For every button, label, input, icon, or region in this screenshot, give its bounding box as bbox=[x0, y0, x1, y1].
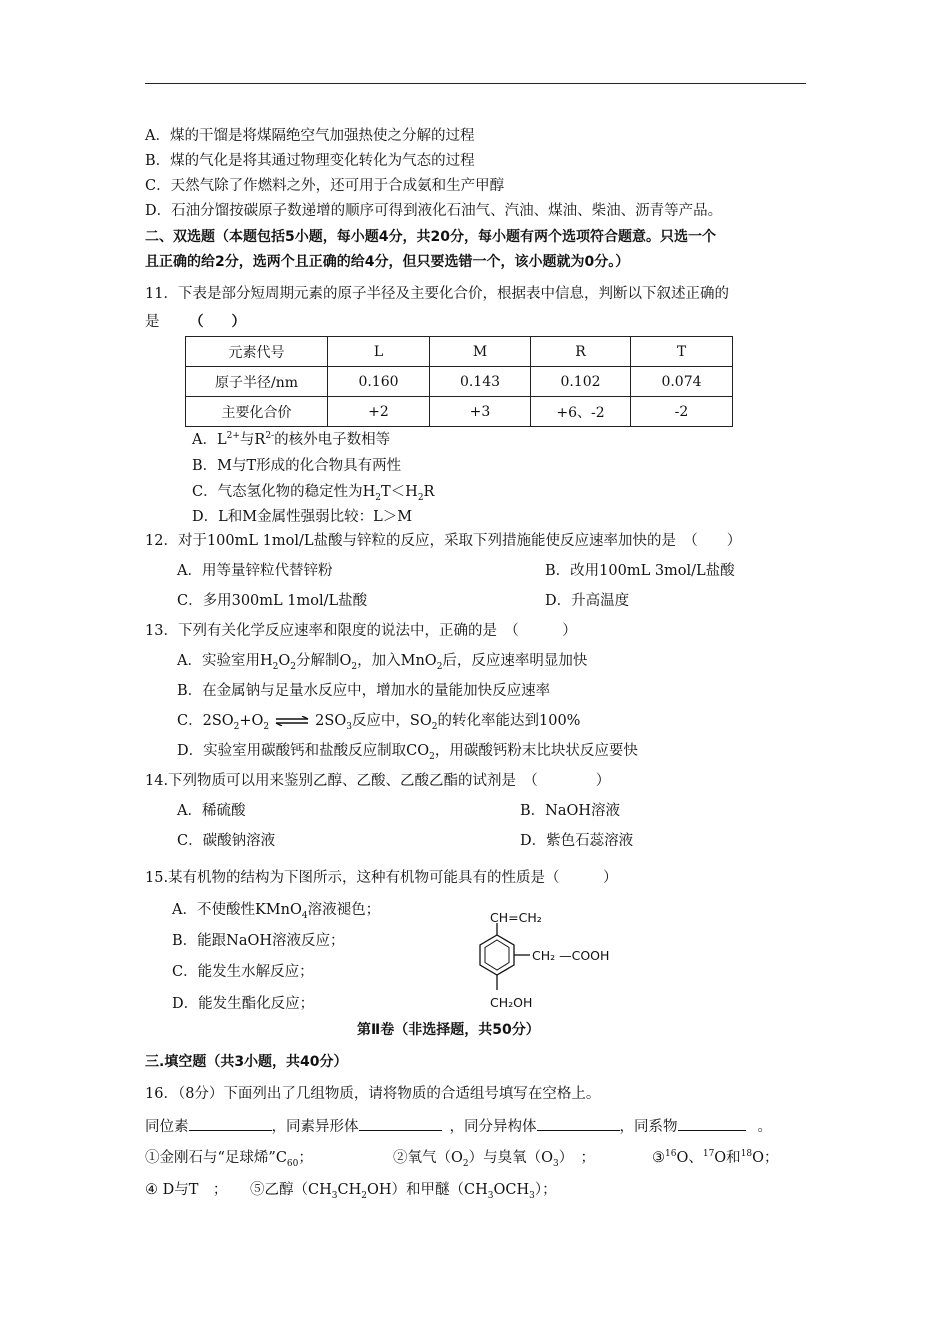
text-run: 反应中，SO bbox=[351, 713, 432, 729]
text-run: ，用碳酸钙粉末比块状反应要快 bbox=[434, 743, 638, 759]
table-cell: +3 bbox=[430, 397, 531, 427]
q11-stem-line1: 11．下表是部分短周期元素的原子半径及主要化合价，根据表中信息，判断以下叙述正确的 bbox=[145, 286, 729, 302]
table-cell: L bbox=[328, 337, 430, 367]
q16-group-4: ④ D与T ； bbox=[145, 1182, 228, 1198]
label-end: 。 bbox=[757, 1119, 772, 1135]
subscript: 3 bbox=[487, 1190, 494, 1201]
text-run: O和 bbox=[714, 1150, 741, 1166]
subscript: 2 bbox=[361, 1190, 367, 1201]
table-cell: T bbox=[631, 337, 733, 367]
q12-option-c: C．多用300mL 1mol/L盐酸 bbox=[177, 593, 368, 609]
text-run: C．2SO bbox=[177, 713, 234, 729]
text-run: ； bbox=[298, 1150, 313, 1166]
label-isotope: 同位素 bbox=[145, 1119, 189, 1135]
text-run: ） ； bbox=[558, 1150, 595, 1166]
q15-option-c: C．能发生水解反应； bbox=[172, 964, 314, 980]
superscript: 2+ bbox=[226, 431, 240, 442]
text-run: ）与臭氧（O bbox=[468, 1150, 554, 1166]
text-run: OH）和甲醚（CH bbox=[366, 1182, 488, 1198]
subscript: 4 bbox=[301, 910, 308, 921]
q13-option-c bbox=[177, 711, 580, 731]
q13-option-a bbox=[177, 651, 587, 671]
q10-option-b: B．煤的气化是将其通过物理变化转化为气态的过程 bbox=[145, 153, 475, 169]
table-cell: -2 bbox=[631, 397, 733, 427]
substituent-hydroxymethyl: CH₂OH bbox=[490, 995, 533, 1010]
element-table bbox=[185, 336, 733, 427]
text-run: ③ bbox=[652, 1150, 665, 1166]
q13-option-b: B．在金属钠与足量水反应中，增加水的量能加快反应速率 bbox=[177, 683, 551, 699]
table-row bbox=[186, 397, 733, 427]
q13-option-d bbox=[177, 741, 638, 761]
text-run: 分解制O bbox=[295, 653, 352, 669]
text-run: A．不使酸性KMnO bbox=[172, 902, 302, 918]
allotrope-blank[interactable] bbox=[359, 1116, 442, 1131]
text-run: R bbox=[423, 484, 435, 500]
text-run: CH bbox=[337, 1182, 362, 1198]
q16-stem: 16．（8分）下面列出了几组物质，请将物质的合适组号填写在空格上。 bbox=[145, 1086, 601, 1102]
substituent-vinyl: CH=CH₂ bbox=[490, 910, 542, 925]
text-run: 与R bbox=[239, 432, 266, 448]
section2-heading-line1: 二、双选题（本题包括5小题，每小题4分，共20分，每小题有两个选项符合题意。只选一个 bbox=[145, 229, 716, 245]
subscript: 2 bbox=[436, 661, 443, 672]
subscript: 2 bbox=[429, 751, 435, 762]
table-cell: 原子半径/nm bbox=[186, 367, 328, 397]
subscript: 2 bbox=[462, 1158, 469, 1169]
subscript: 3 bbox=[331, 1190, 338, 1201]
text-run: O bbox=[278, 653, 291, 669]
table-row bbox=[186, 367, 733, 397]
table-cell: +2 bbox=[328, 397, 430, 427]
text-run: O、 bbox=[676, 1150, 703, 1166]
label-allotrope: ，同素异形体 bbox=[271, 1119, 359, 1135]
subscript: 3 bbox=[553, 1158, 559, 1169]
superscript: 18 bbox=[740, 1149, 753, 1160]
text-run: ②氧气（O bbox=[393, 1150, 463, 1166]
isotope-blank[interactable] bbox=[189, 1116, 272, 1131]
subscript: 2 bbox=[417, 492, 424, 503]
q15-option-b: B．能跟NaOH溶液反应； bbox=[172, 933, 345, 949]
q16-group-3 bbox=[652, 1148, 779, 1168]
substituent-acetic-acid: CH₂ —COOH bbox=[532, 948, 610, 963]
q14-option-b: B．NaOH溶液 bbox=[520, 803, 621, 819]
q14-option-c: C．碳酸钠溶液 bbox=[177, 833, 276, 849]
subscript: 3 bbox=[529, 1190, 535, 1201]
text-run: C．气态氢化物的稳定性为H bbox=[192, 484, 376, 500]
q11-option-c bbox=[192, 482, 434, 502]
text-run: +O bbox=[239, 713, 264, 729]
header-rule bbox=[145, 83, 806, 84]
text-run: A．实验室用H bbox=[177, 653, 273, 669]
text-run: 2SO bbox=[315, 713, 347, 729]
table-cell: R bbox=[531, 337, 631, 367]
q16-blanks-line bbox=[145, 1116, 772, 1137]
section2-heading-line2: 且正确的给2分，选两个且正确的给4分，但只要选错一个，该小题就为0分。） bbox=[145, 254, 630, 270]
part2-title: 第Ⅱ卷（非选择题，共50分） bbox=[357, 1022, 540, 1038]
q11-stem-line2 bbox=[145, 312, 246, 332]
text-run: O； bbox=[752, 1150, 779, 1166]
q11-option-b: B．M与T形成的化合物具有两性 bbox=[192, 458, 402, 474]
q13-stem: 13．下列有关化学反应速率和限度的说法中，正确的是 （ ） bbox=[145, 623, 577, 639]
q12-option-a: A．用等量锌粒代替锌粉 bbox=[177, 563, 333, 579]
table-cell: 0.160 bbox=[328, 367, 430, 397]
superscript: 2- bbox=[265, 431, 275, 442]
q12-option-d: D．升高温度 bbox=[545, 593, 630, 609]
q14-option-a: A．稀硫酸 bbox=[177, 803, 246, 819]
text-run: ）； bbox=[534, 1182, 557, 1198]
text-run: 的转化率能达到100% bbox=[437, 713, 581, 729]
superscript: 17 bbox=[702, 1149, 715, 1160]
text-run: OCH bbox=[493, 1182, 530, 1198]
homolog-blank[interactable] bbox=[678, 1116, 746, 1131]
text-run: D．实验室用碳酸钙和盐酸反应制取CO bbox=[177, 743, 430, 759]
table-header-row bbox=[186, 337, 733, 367]
subscript: 2 bbox=[263, 721, 270, 732]
subscript: 2 bbox=[351, 661, 358, 672]
text-run: T＜H bbox=[380, 484, 418, 500]
q15-option-d: D．能发生酯化反应； bbox=[172, 996, 315, 1012]
table-cell: 元素代号 bbox=[186, 337, 328, 367]
q15-option-a bbox=[172, 900, 380, 920]
text-run: 的核外电子数相等 bbox=[274, 432, 391, 448]
q11-option-a bbox=[192, 430, 390, 450]
table-cell: +6、-2 bbox=[531, 397, 631, 427]
table-cell: 主要化合价 bbox=[186, 397, 328, 427]
table-cell: 0.074 bbox=[631, 367, 733, 397]
q11-stem-end: 是 bbox=[145, 314, 160, 330]
subscript: 3 bbox=[346, 721, 352, 732]
q11-answer-paren: （ ） bbox=[189, 314, 246, 330]
text-run: 溶液褪色； bbox=[307, 902, 381, 918]
q14-option-d: D．紫色石蕊溶液 bbox=[520, 833, 634, 849]
subscript: 2 bbox=[290, 661, 296, 672]
q14-stem: 14.下列物质可以用来鉴别乙醇、乙酸、乙酸乙酯的试剂是 （ ） bbox=[145, 773, 611, 789]
q10-option-c: C．天然气除了作燃料之外，还可用于合成氨和生产甲醇 bbox=[145, 178, 505, 194]
isomer-blank[interactable] bbox=[537, 1116, 620, 1131]
text-run: 后，反应速率明显加快 bbox=[442, 653, 588, 669]
table-cell: 0.102 bbox=[531, 367, 631, 397]
q16-group-2 bbox=[393, 1148, 595, 1168]
q12-option-b: B．改用100mL 3mol/L盐酸 bbox=[545, 563, 735, 579]
q16-group-5 bbox=[250, 1180, 557, 1200]
table-cell: 0.143 bbox=[430, 367, 531, 397]
organic-structure-diagram bbox=[462, 910, 612, 1018]
section3-title: 三.填空题（共3小题，共40分） bbox=[145, 1054, 348, 1070]
table-cell: M bbox=[430, 337, 531, 367]
q15-stem: 15.某有机物的结构为下图所示，这种有机物可能具有的性质是（ ） bbox=[145, 870, 618, 886]
q10-option-a: A．煤的干馏是将煤隔绝空气加强热使之分解的过程 bbox=[145, 128, 475, 144]
text-run: ，加入MnO bbox=[357, 653, 437, 669]
q10-option-d: D．石油分馏按碳原子数递增的顺序可得到液化石油气、汽油、煤油、柴油、沥青等产品。 bbox=[145, 203, 723, 219]
text-run: A．L bbox=[192, 432, 227, 448]
q16-group-1 bbox=[145, 1148, 313, 1168]
subscript: 2 bbox=[272, 661, 279, 672]
subscript: 60 bbox=[286, 1158, 299, 1169]
benzene-ring-inner bbox=[485, 940, 509, 970]
label-isomer: ，同分异构体 bbox=[449, 1119, 537, 1135]
q11-option-d: D．L和M金属性强弱比较：L＞M bbox=[192, 509, 413, 525]
equilibrium-arrow-icon bbox=[275, 716, 309, 726]
q12-stem: 12．对于100mL 1mol/L盐酸与锌粒的反应，采取下列措施能使反应速率加快的是 （ ） bbox=[145, 533, 742, 549]
text-run: ①金刚石与“足球烯”C bbox=[145, 1150, 287, 1166]
label-homolog: ，同系物 bbox=[619, 1119, 678, 1135]
subscript: 2 bbox=[375, 492, 381, 503]
subscript: 2 bbox=[233, 721, 240, 732]
text-run: ⑤乙醇（CH bbox=[250, 1182, 332, 1198]
subscript: 2 bbox=[431, 721, 438, 732]
superscript: 16 bbox=[665, 1149, 677, 1160]
